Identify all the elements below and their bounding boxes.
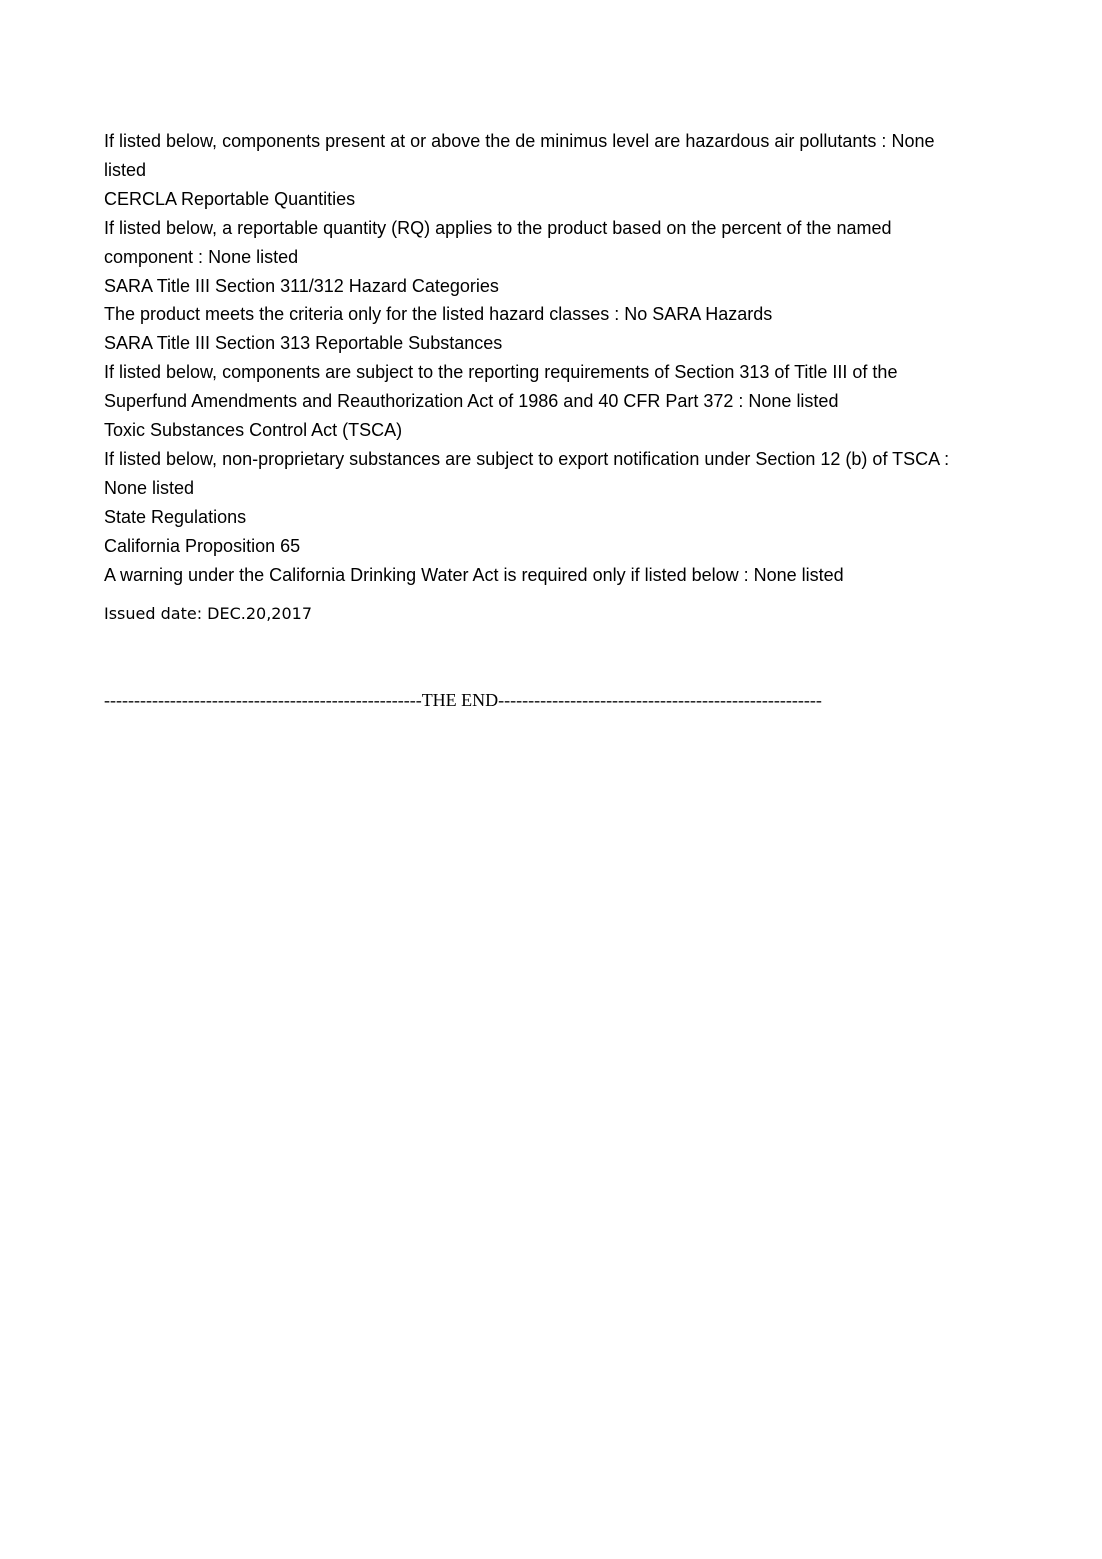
heading-california-prop-65: California Proposition 65 (104, 535, 301, 556)
text-line-section-313-cont: Superfund Amendments and Reauthorization Act of 1986 and 40 CFR Part 372 : None listed (104, 391, 839, 412)
text-line-section-313: If listed below, components are subject to the reporting requirements of Section 313 of Title III of the (104, 362, 898, 383)
issued-date: Issued date: DEC.20,2017 (104, 604, 313, 623)
end-marker: -----------------------------------------------------THE END------------------------------------------------------ (104, 690, 822, 710)
text-line-hazardous-air-pollutants-cont: listed (104, 159, 147, 180)
heading-sara-311-312: SARA Title III Section 311/312 Hazard Categories (104, 275, 499, 296)
heading-tsca: Toxic Substances Control Act (TSCA) (104, 420, 403, 441)
heading-cercla: CERCLA Reportable Quantities (104, 188, 356, 209)
heading-sara-313: SARA Title III Section 313 Reportable Substances (104, 333, 503, 354)
text-line-reportable-quantity-cont: component : None listed (104, 246, 299, 267)
text-line-california-warning: A warning under the California Drinking Water Act is required only if listed below : None listed (104, 564, 844, 585)
text-line-tsca-export-cont: None listed (104, 477, 195, 498)
text-line-hazardous-air-pollutants: If listed below, components present at or above the de minimus level are hazardous air pollutants : None (104, 131, 935, 151)
heading-state-regulations: State Regulations (104, 506, 247, 527)
text-line-sara-hazards: The product meets the criteria only for the listed hazard classes : No SARA Hazards (104, 304, 773, 325)
text-line-reportable-quantity: If listed below, a reportable quantity (RQ) applies to the product based on the percent of the named (104, 217, 892, 238)
text-line-tsca-export: If listed below, non-proprietary substances are subject to export notification under Section 12 (b) of TSCA : (104, 448, 950, 469)
regulatory-text-block (104, 127, 994, 590)
